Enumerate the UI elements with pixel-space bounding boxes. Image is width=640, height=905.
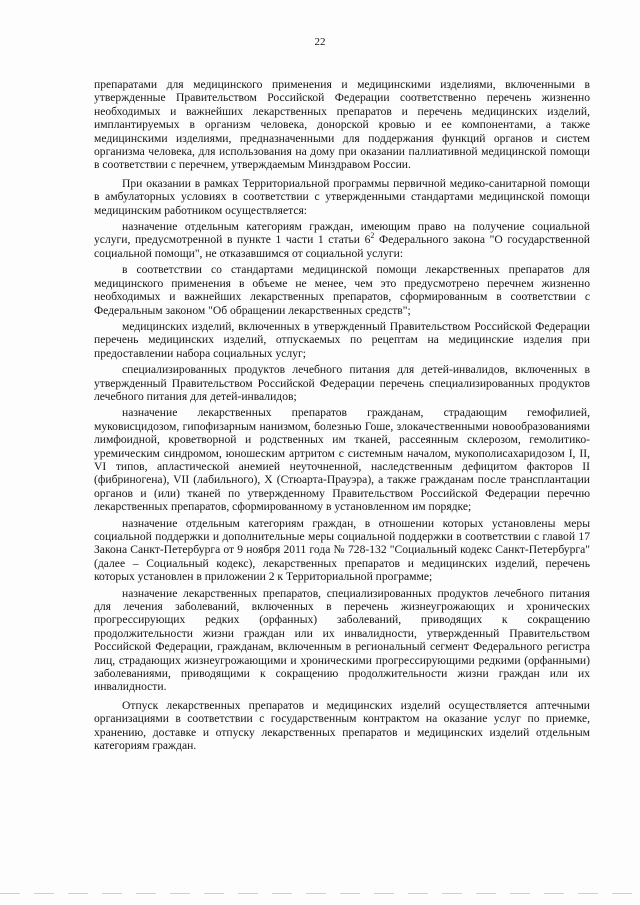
document-body xyxy=(94,78,590,756)
paragraph-special-nutrition: специализированных продуктов лечебного питания для детей-инвалидов, включенных в утвержденный Правительством Российской Федерации перечень специализированных продуктов лечебного питания для детей-инвалидов; xyxy=(94,363,590,403)
scan-edge-mark xyxy=(0,893,640,894)
paragraph-continuation: препаратами для медицинского применения и медицинскими изделиями, включенными в утвержденные Правительством Российской Федерации соответственно перечень жизненно необходимых и важнейших лекарственных препаратов и перечень медицинских изделий, имплантируемых в организм человека, донорской кровью и ее компонентами, а также медицинскими изделиями, предназначенными для поддержания функций органов и систем организма человека, для использования на дому при оказании паллиативной медицинской помощи в соответствии с перечнем, утверждаемым Минздравом России. xyxy=(94,78,590,172)
paragraph-social-service-prescription xyxy=(94,220,590,260)
paragraph-text-after-sup: Федерального закона "О государственной социальной помощи", не отказавшимся от социальной услуги: xyxy=(94,233,590,260)
paragraph-medical-devices: медицинских изделий, включенных в утвержденный Правительством Российской Федерации перечень медицинских изделий, отпускаемых по рецептам на медицинские изделия при предоставлении набора социальных услуг; xyxy=(94,319,590,360)
paragraph-medicine-standards: в соответствии со стандартами медицинской помощи лекарственных препаратов для медицинского применения в объеме не менее, чем это предусмотрено перечнем жизненно необходимых и важнейших лекарственных препаратов, сформированным в соответствии с Федеральным законом "Об обращении лекарственных средств"; xyxy=(94,263,590,317)
paragraph-high-cost-nosologies: назначение лекарственных препаратов гражданам, страдающим гемофилией, муковисцидозом, гипофизарным нанизмом, болезнью Гоше, злокачественными новообразованиями лимфоидной, кроветворной и родственных им тканей, рассеянным склерозом, гемолитико-уремическим синдромом, юношеским артритом с системным началом, мукополисахаридозом I, II, VI типов, апластической анемией неуточненной, наследственным дефицитом факторов II (фибриногена), VII (лабильного), X (Стюарта-Прауэра), а также гражданам после трансплантации органов и (или) тканей по утвержденному Правительством Российской Федерации перечню лекарственных препаратов, сформированному в установленном им порядке; xyxy=(94,406,590,514)
paragraph-social-code: назначение отдельным категориям граждан, в отношении которых установлены меры социальной поддержки и дополнительные меры социальной поддержки в соответствии с главой 17 Закона Санкт-Петербурга от 9 ноября 2011 года № 728-132 "Социальный кодекс Санкт-Петербурга" (далее – Социальный кодекс), лекарственных препаратов и медицинских изделий, перечень которых установлен в приложении 2 к Территориальной программе; xyxy=(94,516,590,584)
paragraph-outpatient-care: При оказании в рамках Территориальной программы первичной медико-санитарной помощи в амбулаторных условиях в соответствии с утвержденными стандартами медицинской помощи медицинским работником осуществляется: xyxy=(94,176,590,217)
paragraph-pharmacy-dispensing: Отпуск лекарственных препаратов и медицинских изделий осуществляется аптечными организациями в соответствии с государственным контрактом на оказание услуг по приемке, хранению, доставке и отпуску лекарственных препаратов и медицинских изделий отдельным категориям граждан. xyxy=(94,698,590,753)
page-number: 22 xyxy=(314,36,326,48)
paragraph-text-before-sup: назначение отдельным категориям граждан, имеющим право на получение социальной услуги, предусмотренной в пункте 1 части 1 статьи 6 xyxy=(94,220,590,247)
paragraph-orphan-diseases: назначение лекарственных препаратов, специализированных продуктов лечебного питания для лечения заболеваний, включенных в перечень жизнеугрожающих и хронических прогрессирующих редких (орфанных) заболеваний, приводящих к сокращению продолжительности жизни граждан или их инвалидности, утвержденный Правительством Российской Федерации, гражданам, включенным в региональный сегмент Федерального регистра лиц, страдающих жизнеугрожающими и хроническими прогрессирующими редкими (орфанными) заболеваниями, приводящими к сокращению продолжительности жизни граждан или их инвалидности. xyxy=(94,586,590,694)
superscript-article: 2 xyxy=(370,231,375,241)
